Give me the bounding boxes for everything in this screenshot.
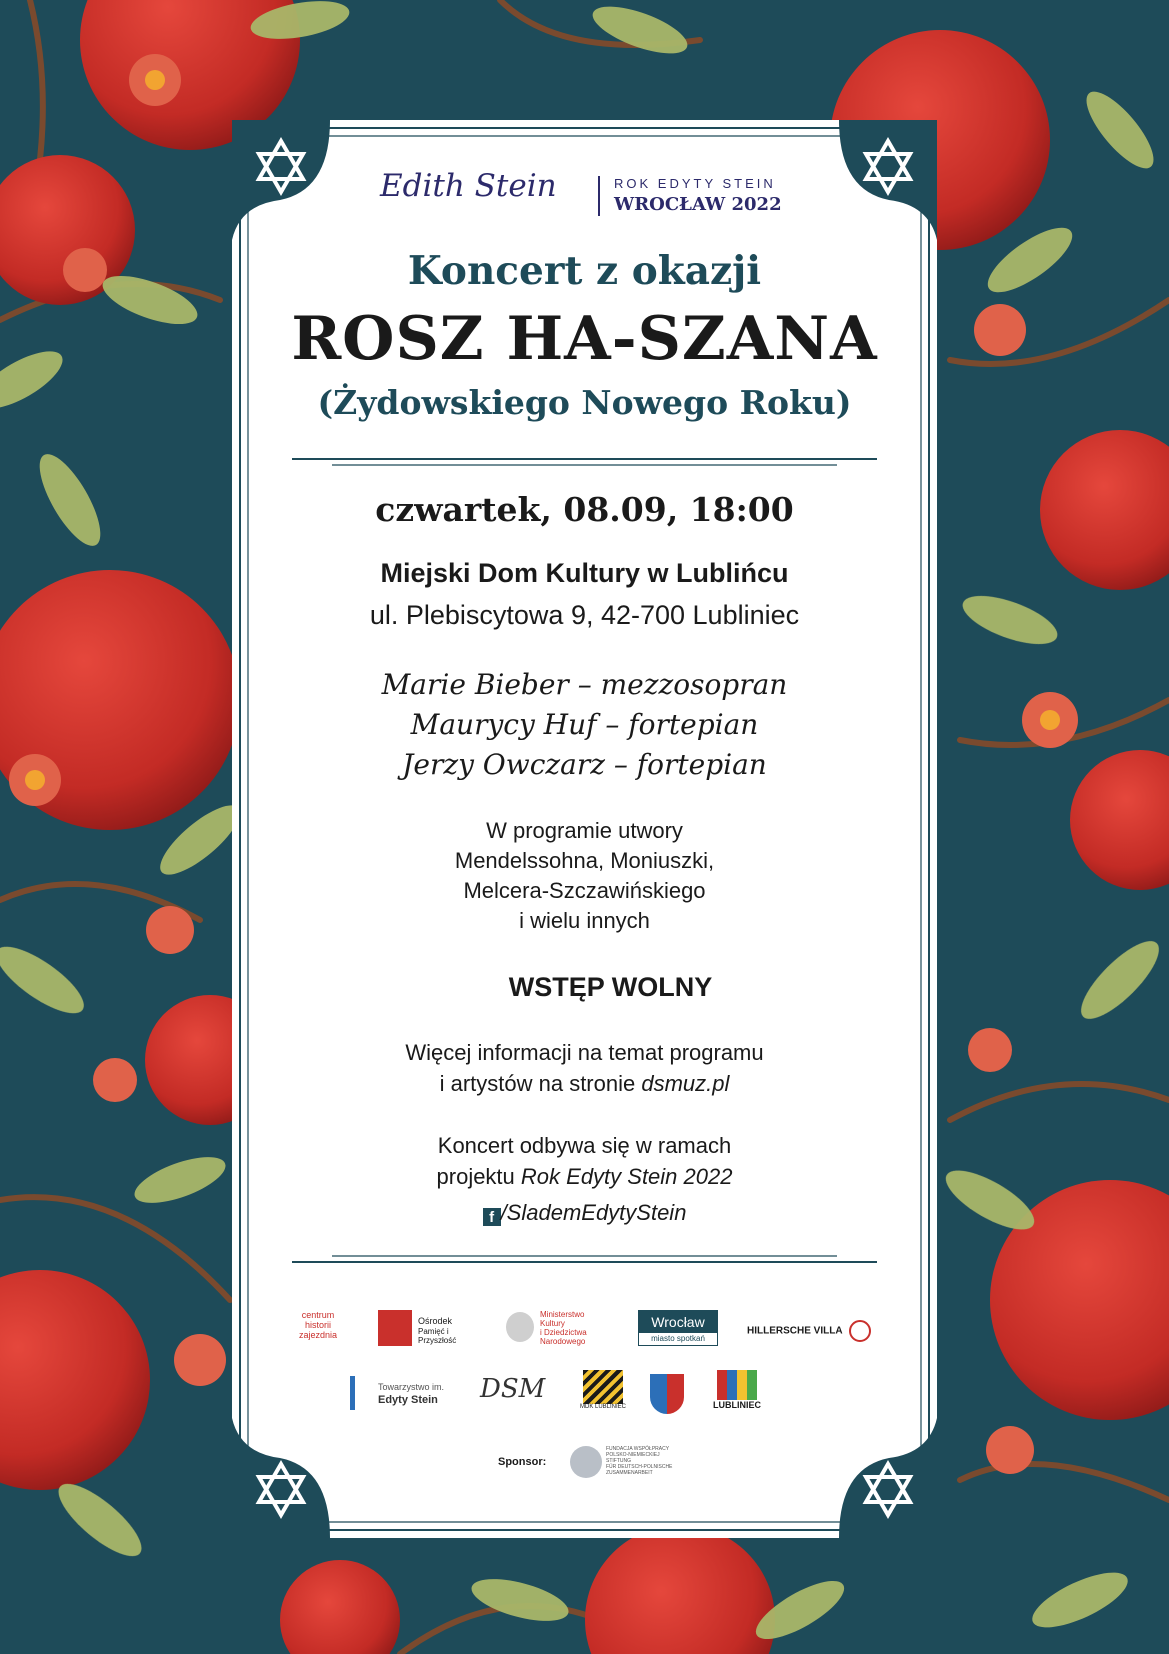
lubliniec-text: LUBLINIEC: [713, 1400, 761, 1410]
program-line-4: i wielu innych: [519, 908, 650, 933]
info-line-1: Więcej informacji na temat programu: [405, 1040, 764, 1065]
title-line-3: (Żydowskiego Nowego Roku): [317, 383, 852, 422]
admission: WSTĘP WOLNY: [508, 972, 713, 1002]
facebook-handle[interactable]: /SlademEdytyStein: [500, 1200, 687, 1225]
info-line-3: Koncert odbywa się w ramach: [437, 1133, 732, 1158]
performer-1: Marie Bieber – mezzosopran: [381, 668, 788, 701]
sponsor-text: [606, 1446, 672, 1476]
towarzystwo-line-2: Edyty Stein: [378, 1394, 438, 1406]
centrum-line-1: centrum: [301, 1310, 335, 1320]
info-line-2-text: i artystów na stronie: [439, 1071, 642, 1096]
logo-centrum-historii: [288, 1310, 348, 1340]
lubliniec-mark-icon: [717, 1370, 757, 1400]
wroclaw-slogan: miasto spotkań: [651, 1334, 705, 1343]
edith-stein-signature: Edith Stein: [380, 168, 557, 204]
sponsor-line-5: ZUSAMMENARBEIT: [606, 1470, 653, 1476]
logo-wroclaw: [638, 1310, 718, 1346]
mdk-text: MDK LUBLINIEC: [579, 1404, 626, 1410]
sponsor-line-2: POLSKO-NIEMIECKIEJ: [606, 1452, 660, 1458]
header-tag-top: ROK EDYTY STEIN: [614, 176, 776, 191]
title-line-1: Koncert z okazji: [407, 248, 762, 294]
info-line-4: [232, 1164, 937, 1190]
sponsor-mark-icon: [570, 1446, 602, 1478]
performer-3: Jerzy Owczarz – fortepian: [402, 748, 767, 781]
performer-2: Maurycy Huf – fortepian: [410, 708, 759, 741]
ministerstwo-line-1: Ministerstwo: [540, 1310, 585, 1319]
centrum-line-3: zajezdnia: [298, 1330, 338, 1340]
logo-hillersche-villa: [747, 1320, 871, 1342]
osrodek-line-2: Pamięć i Przyszłość: [418, 1327, 457, 1345]
centrum-line-2: historii: [304, 1320, 331, 1330]
ministerstwo-line-4: Narodowego: [540, 1337, 586, 1346]
info-line-2: [232, 1071, 937, 1097]
logo-lubliniec: [712, 1370, 762, 1410]
logo-ministerstwo-kultury: [506, 1308, 606, 1348]
towarzystwo-bar-icon: [350, 1376, 355, 1410]
logo-towarzystwo: [350, 1376, 450, 1410]
ministerstwo-line-3: i Dziedzictwa: [540, 1328, 587, 1337]
program-line-1: W programie utwory: [486, 818, 683, 843]
facebook-line[interactable]: [232, 1200, 937, 1226]
wroclaw-name: Wrocław: [639, 1311, 717, 1333]
event-datetime: czwartek, 08.09, 18:00: [375, 490, 794, 529]
title-line-2: ROSZ HA-SZANA: [291, 304, 878, 374]
sponsor-line-1: FUNDACJA WSPÓŁPRACY: [606, 1446, 670, 1452]
logo-mdk-lubliniec: [578, 1370, 628, 1420]
sponsor-line-3: STIFTUNG: [606, 1458, 631, 1464]
content-panel: [232, 120, 937, 1538]
project-name: Rok Edyty Stein 2022: [520, 1164, 733, 1189]
hillersche-mark-icon: [849, 1320, 871, 1342]
eagle-icon: [506, 1312, 534, 1342]
sponsor-label: Sponsor:: [498, 1456, 547, 1468]
osrodek-line-1: Ośrodek: [418, 1316, 453, 1326]
logo-dsm: DSM: [480, 1374, 546, 1404]
header-tag-bottom: WROCŁAW 2022: [614, 194, 782, 215]
logo-osrodek-pamiec: [378, 1310, 483, 1346]
mdk-mark-icon: [583, 1370, 623, 1404]
event-venue: Miejski Dom Kultury w Lublińcu: [380, 558, 789, 588]
info-line-4-text: projektu: [436, 1164, 521, 1189]
website-link[interactable]: dsmuz.pl: [641, 1071, 730, 1096]
program-line-3: Melcera-Szczawińskiego: [463, 878, 706, 903]
coat-of-arms-icon: [650, 1374, 684, 1414]
facebook-icon: f: [483, 1208, 501, 1226]
osrodek-mark-icon: [378, 1310, 412, 1346]
header-divider: [598, 176, 600, 216]
sponsor-line-4: FÜR DEUTSCH-POLNISCHE: [606, 1464, 673, 1470]
event-address: ul. Plebiscytowa 9, 42-700 Lubliniec: [369, 600, 800, 630]
ministerstwo-line-2: Kultury: [540, 1319, 565, 1328]
towarzystwo-line-1: Towarzystwo im.: [378, 1382, 445, 1392]
hillersche-text: HILLERSCHE VILLA: [747, 1325, 843, 1337]
program-line-2: Mendelssohna, Moniuszki,: [454, 848, 715, 873]
